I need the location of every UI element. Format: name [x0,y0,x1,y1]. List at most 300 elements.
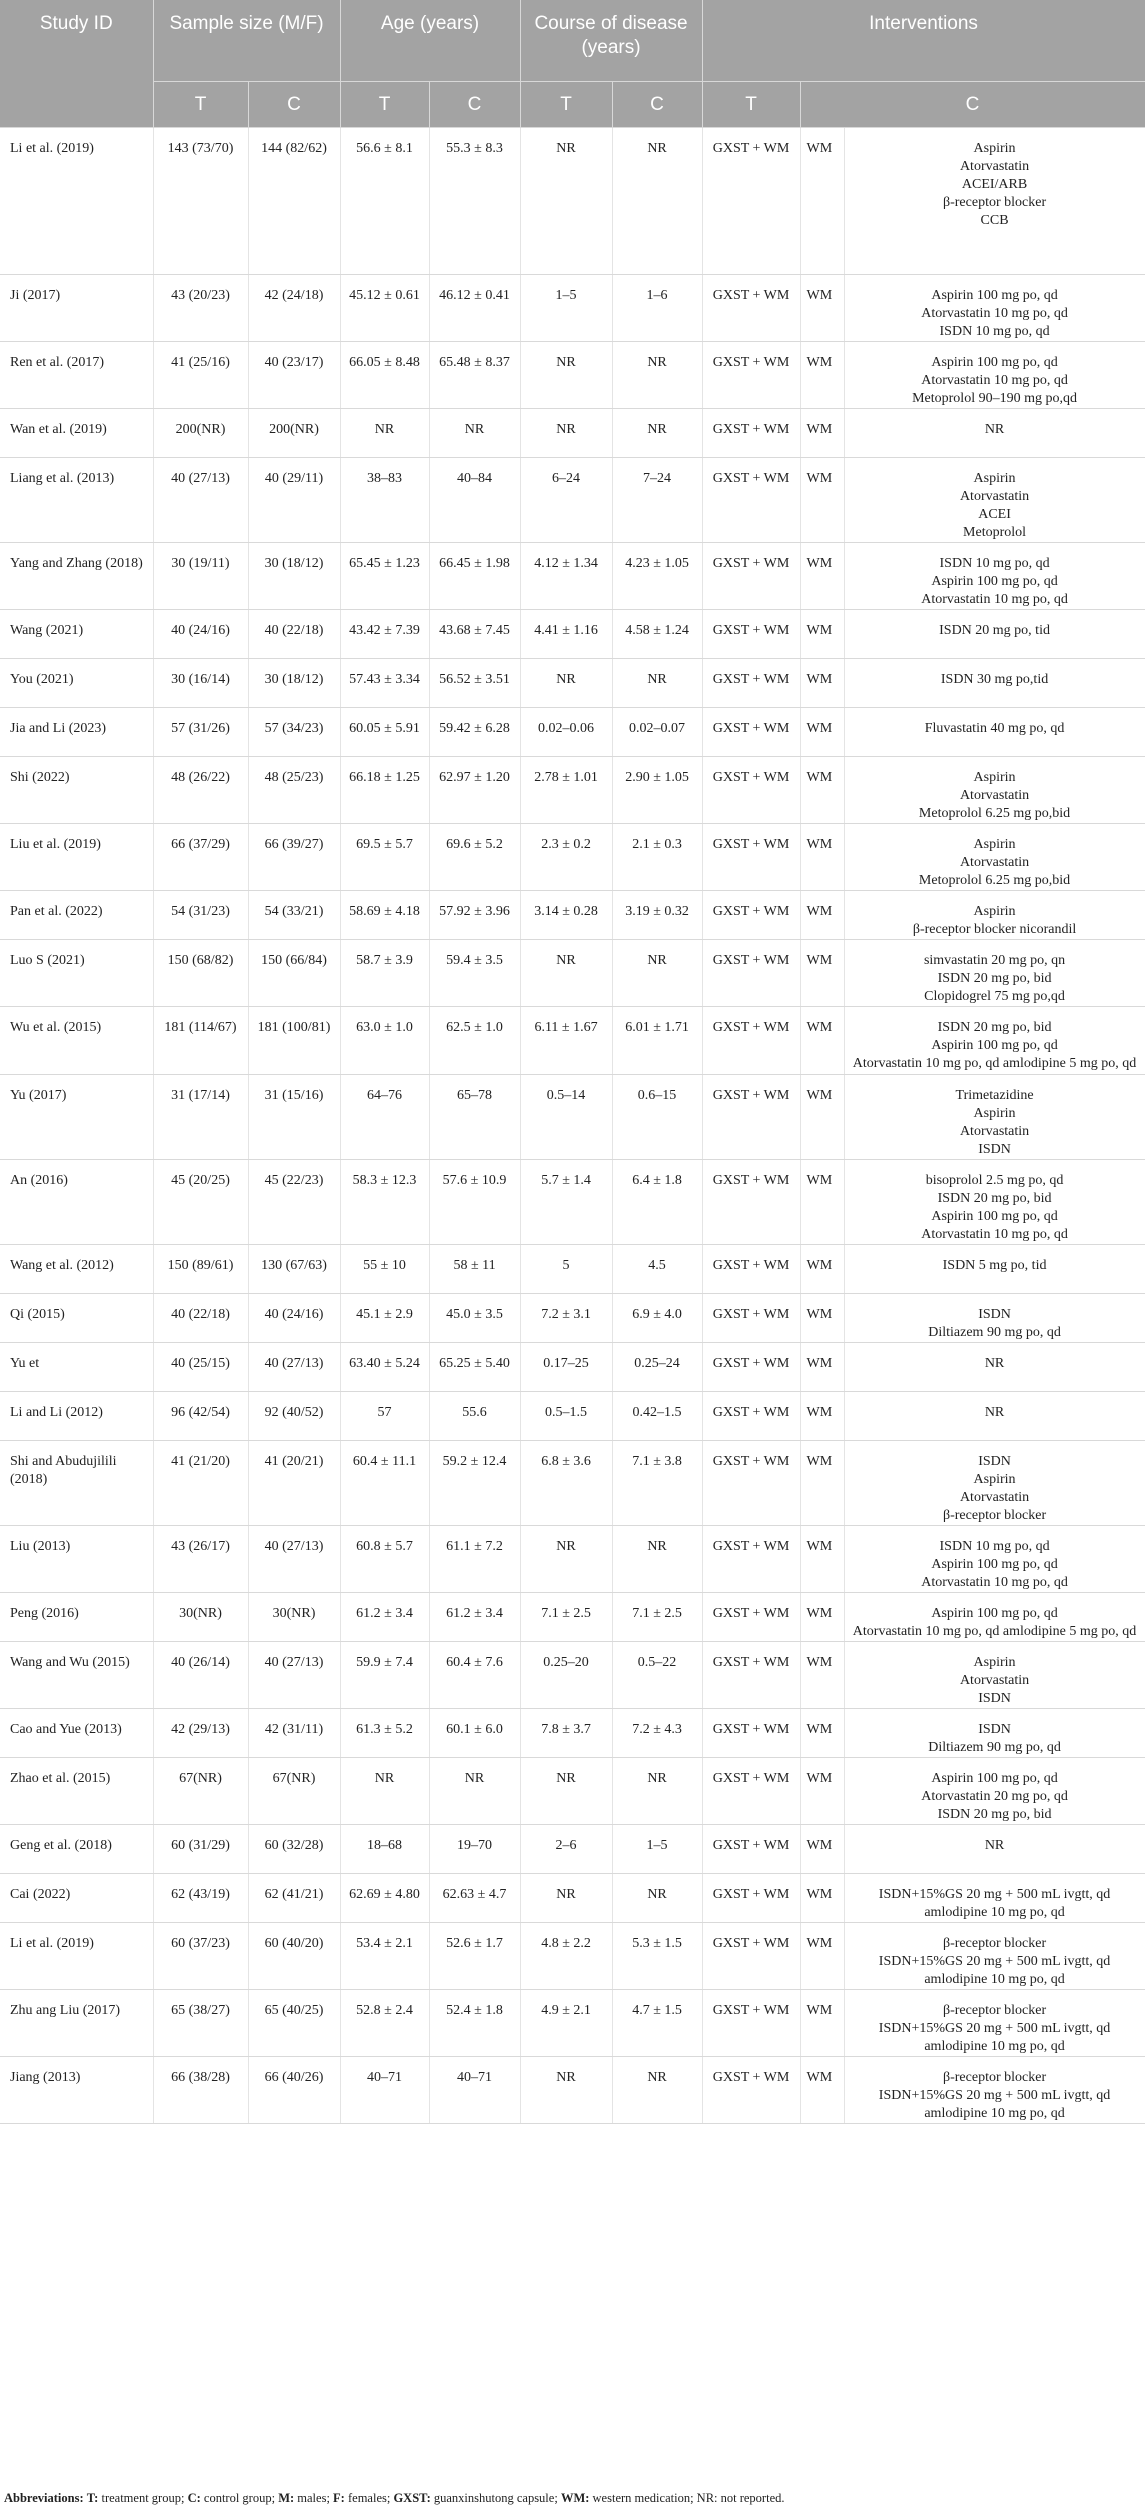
study-id-cell: Luo S (2021) [0,940,153,1007]
header-age: Age (years) [340,0,520,82]
intervention-c-detail-cell: β-receptor blocker ISDN+15%GS 20 mg + 500 mL ivgtt, qd amlodipine 10 mg po, qd [844,1923,1145,1990]
study-id-cell: Shi and Abudujilili (2018) [0,1441,153,1526]
intervention-c-detail-cell: Aspirin Atorvastatin ACEI/ARB β-receptor blocker CCB [844,128,1145,275]
age-t-cell: 18–68 [340,1825,429,1874]
header-course-t: T [520,82,612,128]
intervention-c-group-cell: WM [800,128,844,275]
course-t-cell: 7.2 ± 3.1 [520,1294,612,1343]
course-c-cell: 7–24 [612,458,702,543]
sample-t-cell: 143 (73/70) [153,128,248,275]
course-c-cell: NR [612,2057,702,2124]
age-t-cell: 40–71 [340,2057,429,2124]
sample-t-cell: 54 (31/23) [153,891,248,940]
study-id-cell: Wang and Wu (2015) [0,1642,153,1709]
sample-c-cell: 66 (39/27) [248,824,340,891]
sample-t-cell: 60 (37/23) [153,1923,248,1990]
course-t-cell: 6–24 [520,458,612,543]
age-c-cell: 45.0 ± 3.5 [429,1294,520,1343]
table-row [0,1160,1145,1245]
course-c-cell: 2.90 ± 1.05 [612,757,702,824]
intervention-c-detail-cell: Aspirin β-receptor blocker nicorandil [844,891,1145,940]
sample-c-cell: 42 (24/18) [248,275,340,342]
course-t-cell: 4.12 ± 1.34 [520,543,612,610]
intervention-t-cell: GXST + WM [702,891,800,940]
course-t-cell: 7.1 ± 2.5 [520,1593,612,1642]
sample-t-cell: 42 (29/13) [153,1709,248,1758]
sample-t-cell: 40 (26/14) [153,1642,248,1709]
age-c-cell: 60.1 ± 6.0 [429,1709,520,1758]
age-c-cell: 65.25 ± 5.40 [429,1343,520,1392]
intervention-c-group-cell: WM [800,1441,844,1526]
intervention-c-group-cell: WM [800,409,844,458]
intervention-c-detail-cell: Aspirin Atorvastatin ISDN [844,1642,1145,1709]
intervention-c-detail-cell: Fluvastatin 40 mg po, qd [844,708,1145,757]
header-course: Course of disease (years) [520,0,702,82]
age-c-cell: 46.12 ± 0.41 [429,275,520,342]
intervention-t-cell: GXST + WM [702,708,800,757]
course-t-cell: 0.25–20 [520,1642,612,1709]
study-id-cell: Wan et al. (2019) [0,409,153,458]
sample-t-cell: 62 (43/19) [153,1874,248,1923]
intervention-c-group-cell: WM [800,1245,844,1294]
intervention-t-cell: GXST + WM [702,458,800,543]
age-t-cell: 65.45 ± 1.23 [340,543,429,610]
age-t-cell: 63.0 ± 1.0 [340,1007,429,1075]
age-c-cell: 55.3 ± 8.3 [429,128,520,275]
age-t-cell: 53.4 ± 2.1 [340,1923,429,1990]
sample-c-cell: 144 (82/62) [248,128,340,275]
course-c-cell: NR [612,342,702,409]
intervention-t-cell: GXST + WM [702,1075,800,1160]
age-t-cell: 63.40 ± 5.24 [340,1343,429,1392]
age-t-cell: 55 ± 10 [340,1245,429,1294]
sample-c-cell: 40 (24/16) [248,1294,340,1343]
sample-c-cell: 181 (100/81) [248,1007,340,1075]
intervention-t-cell: GXST + WM [702,275,800,342]
intervention-t-cell: GXST + WM [702,128,800,275]
study-id-cell: Zhao et al. (2015) [0,1758,153,1825]
sample-t-cell: 150 (89/61) [153,1245,248,1294]
intervention-t-cell: GXST + WM [702,940,800,1007]
table-row [0,1709,1145,1758]
sample-c-cell: 30(NR) [248,1593,340,1642]
intervention-c-detail-cell: simvastatin 20 mg po, qn ISDN 20 mg po, bid Clopidogrel 75 mg po,qd [844,940,1145,1007]
sample-c-cell: 60 (32/28) [248,1825,340,1874]
header-interventions: Interventions [702,0,1145,82]
age-c-cell: 58 ± 11 [429,1245,520,1294]
intervention-t-cell: GXST + WM [702,1990,800,2057]
course-c-cell: 0.25–24 [612,1343,702,1392]
table-row [0,1294,1145,1343]
age-c-cell: 65.48 ± 8.37 [429,342,520,409]
intervention-c-group-cell: WM [800,1709,844,1758]
study-id-cell: Cao and Yue (2013) [0,1709,153,1758]
age-c-cell: 19–70 [429,1825,520,1874]
footnote-value: males; [294,2491,334,2505]
intervention-c-detail-cell: ISDN 5 mg po, tid [844,1245,1145,1294]
intervention-t-cell: GXST + WM [702,757,800,824]
intervention-c-group-cell: WM [800,1294,844,1343]
intervention-c-detail-cell: ISDN 30 mg po,tid [844,659,1145,708]
sample-t-cell: 65 (38/27) [153,1990,248,2057]
course-t-cell: 4.8 ± 2.2 [520,1923,612,1990]
course-t-cell: 0.5–1.5 [520,1392,612,1441]
course-c-cell: 5.3 ± 1.5 [612,1923,702,1990]
study-id-cell: Wu et al. (2015) [0,1007,153,1075]
sample-c-cell: 42 (31/11) [248,1709,340,1758]
age-t-cell: 61.3 ± 5.2 [340,1709,429,1758]
abbreviations-footnote [4,2491,785,2506]
course-c-cell: 7.1 ± 3.8 [612,1441,702,1526]
study-id-cell: Liu et al. (2019) [0,824,153,891]
header-interventions-c: C [800,82,1145,128]
sample-t-cell: 40 (27/13) [153,458,248,543]
study-id-cell: Yu et [0,1343,153,1392]
course-t-cell: NR [520,1526,612,1593]
sample-c-cell: 60 (40/20) [248,1923,340,1990]
table-body [0,128,1145,2124]
intervention-c-group-cell: WM [800,342,844,409]
intervention-c-group-cell: WM [800,940,844,1007]
sample-c-cell: 48 (25/23) [248,757,340,824]
intervention-t-cell: GXST + WM [702,1160,800,1245]
age-c-cell: 59.4 ± 3.5 [429,940,520,1007]
age-t-cell: 38–83 [340,458,429,543]
age-c-cell: NR [429,1758,520,1825]
footnote-key: F: [333,2491,345,2505]
intervention-c-detail-cell: ISDN 20 mg po, bid Aspirin 100 mg po, qd Atorvastatin 10 mg po, qd amlodipine 5 mg po, qd [844,1007,1145,1075]
intervention-c-group-cell: WM [800,1642,844,1709]
intervention-c-group-cell: WM [800,659,844,708]
table-row [0,1990,1145,2057]
header-sample-c: C [248,82,340,128]
study-id-cell: Li and Li (2012) [0,1392,153,1441]
intervention-c-detail-cell: NR [844,1392,1145,1441]
sample-c-cell: 40 (27/13) [248,1526,340,1593]
course-t-cell: 5 [520,1245,612,1294]
study-id-cell: Pan et al. (2022) [0,891,153,940]
sample-t-cell: 43 (20/23) [153,275,248,342]
course-c-cell: 3.19 ± 0.32 [612,891,702,940]
study-id-cell: Yu (2017) [0,1075,153,1160]
intervention-c-group-cell: WM [800,1007,844,1075]
study-id-cell: An (2016) [0,1160,153,1245]
age-c-cell: 57.6 ± 10.9 [429,1160,520,1245]
course-c-cell: NR [612,1758,702,1825]
age-c-cell: 40–71 [429,2057,520,2124]
age-t-cell: 45.12 ± 0.61 [340,275,429,342]
sample-t-cell: 67(NR) [153,1758,248,1825]
footnote-key: T: [86,2491,99,2505]
age-c-cell: 57.92 ± 3.96 [429,891,520,940]
intervention-c-detail-cell: ISDN Diltiazem 90 mg po, qd [844,1709,1145,1758]
sample-t-cell: 200(NR) [153,409,248,458]
age-t-cell: 69.5 ± 5.7 [340,824,429,891]
intervention-c-detail-cell: Aspirin 100 mg po, qd Atorvastatin 10 mg po, qd Metoprolol 90–190 mg po,qd [844,342,1145,409]
course-t-cell: NR [520,409,612,458]
age-c-cell: 65–78 [429,1075,520,1160]
course-t-cell: 4.9 ± 2.1 [520,1990,612,2057]
footnote-value: control group; [200,2491,279,2505]
study-id-cell: Li et al. (2019) [0,128,153,275]
course-t-cell: NR [520,128,612,275]
intervention-c-detail-cell: β-receptor blocker ISDN+15%GS 20 mg + 500 mL ivgtt, qd amlodipine 10 mg po, qd [844,2057,1145,2124]
age-t-cell: 43.42 ± 7.39 [340,610,429,659]
course-t-cell: NR [520,342,612,409]
sample-c-cell: 130 (67/63) [248,1245,340,1294]
study-id-cell: Ren et al. (2017) [0,342,153,409]
header-interventions-t: T [702,82,800,128]
sample-c-cell: 40 (23/17) [248,342,340,409]
course-c-cell: 4.5 [612,1245,702,1294]
age-c-cell: 59.42 ± 6.28 [429,708,520,757]
sample-c-cell: 30 (18/12) [248,659,340,708]
course-t-cell: NR [520,1874,612,1923]
sample-t-cell: 96 (42/54) [153,1392,248,1441]
course-t-cell: 0.5–14 [520,1075,612,1160]
intervention-c-detail-cell: Aspirin 100 mg po, qd Atorvastatin 20 mg po, qd ISDN 20 mg po, bid [844,1758,1145,1825]
course-c-cell: 0.6–15 [612,1075,702,1160]
course-t-cell: 3.14 ± 0.28 [520,891,612,940]
course-t-cell: NR [520,659,612,708]
course-c-cell: NR [612,1526,702,1593]
intervention-c-group-cell: WM [800,757,844,824]
table-row [0,458,1145,543]
intervention-t-cell: GXST + WM [702,342,800,409]
table-row [0,659,1145,708]
intervention-t-cell: GXST + WM [702,1007,800,1075]
intervention-t-cell: GXST + WM [702,1825,800,1874]
footnote-key: WM: [560,2491,590,2505]
study-id-cell: Li et al. (2019) [0,1923,153,1990]
table-row [0,409,1145,458]
age-t-cell: 52.8 ± 2.4 [340,1990,429,2057]
age-c-cell: 61.2 ± 3.4 [429,1593,520,1642]
age-c-cell: 40–84 [429,458,520,543]
sample-c-cell: 57 (34/23) [248,708,340,757]
study-id-cell: Liu (2013) [0,1526,153,1593]
sample-t-cell: 40 (24/16) [153,610,248,659]
footnote-key: GXST: [393,2491,431,2505]
course-c-cell: 7.1 ± 2.5 [612,1593,702,1642]
footnote-key: M: [278,2491,295,2505]
age-c-cell: 66.45 ± 1.98 [429,543,520,610]
table-row [0,1825,1145,1874]
table-row [0,128,1145,275]
intervention-t-cell: GXST + WM [702,543,800,610]
sample-t-cell: 181 (114/67) [153,1007,248,1075]
table-row [0,2057,1145,2124]
intervention-t-cell: GXST + WM [702,1758,800,1825]
course-c-cell: 4.7 ± 1.5 [612,1990,702,2057]
header-age-c: C [429,82,520,128]
intervention-c-group-cell: WM [800,2057,844,2124]
age-t-cell: 64–76 [340,1075,429,1160]
sample-t-cell: 43 (26/17) [153,1526,248,1593]
intervention-c-detail-cell: ISDN Aspirin Atorvastatin β-receptor blocker [844,1441,1145,1526]
intervention-c-group-cell: WM [800,610,844,659]
intervention-t-cell: GXST + WM [702,1709,800,1758]
intervention-c-detail-cell: NR [844,1343,1145,1392]
sample-t-cell: 30 (16/14) [153,659,248,708]
age-t-cell: NR [340,1758,429,1825]
age-c-cell: 69.6 ± 5.2 [429,824,520,891]
intervention-c-group-cell: WM [800,458,844,543]
footnote-value: western medication; NR: not reported. [589,2491,785,2505]
age-t-cell: 60.05 ± 5.91 [340,708,429,757]
course-t-cell: 1–5 [520,275,612,342]
age-c-cell: 52.6 ± 1.7 [429,1923,520,1990]
course-c-cell: 0.42–1.5 [612,1392,702,1441]
age-t-cell: 66.05 ± 8.48 [340,342,429,409]
table-row [0,824,1145,891]
age-t-cell: 57.43 ± 3.34 [340,659,429,708]
age-t-cell: 59.9 ± 7.4 [340,1642,429,1709]
study-id-cell: Ji (2017) [0,275,153,342]
age-c-cell: NR [429,409,520,458]
course-t-cell: 0.17–25 [520,1343,612,1392]
sample-t-cell: 40 (22/18) [153,1294,248,1343]
age-t-cell: 61.2 ± 3.4 [340,1593,429,1642]
intervention-c-detail-cell: β-receptor blocker ISDN+15%GS 20 mg + 500 mL ivgtt, qd amlodipine 10 mg po, qd [844,1990,1145,2057]
intervention-c-group-cell: WM [800,1526,844,1593]
study-id-cell: Geng et al. (2018) [0,1825,153,1874]
age-t-cell: 57 [340,1392,429,1441]
sample-c-cell: 31 (15/16) [248,1075,340,1160]
intervention-c-detail-cell: ISDN 10 mg po, qd Aspirin 100 mg po, qd Atorvastatin 10 mg po, qd [844,1526,1145,1593]
table-row [0,891,1145,940]
sample-t-cell: 60 (31/29) [153,1825,248,1874]
intervention-c-group-cell: WM [800,275,844,342]
header-sample-size: Sample size (M/F) [153,0,340,82]
sample-c-cell: 62 (41/21) [248,1874,340,1923]
sample-t-cell: 150 (68/82) [153,940,248,1007]
course-c-cell: 1–6 [612,275,702,342]
course-t-cell: 6.11 ± 1.67 [520,1007,612,1075]
study-id-cell: Wang (2021) [0,610,153,659]
intervention-t-cell: GXST + WM [702,2057,800,2124]
age-c-cell: 59.2 ± 12.4 [429,1441,520,1526]
study-id-cell: Yang and Zhang (2018) [0,543,153,610]
study-id-cell: Jiang (2013) [0,2057,153,2124]
study-id-cell: Wang et al. (2012) [0,1245,153,1294]
course-t-cell: 6.8 ± 3.6 [520,1441,612,1526]
sample-c-cell: 30 (18/12) [248,543,340,610]
intervention-t-cell: GXST + WM [702,610,800,659]
header-course-c: C [612,82,702,128]
course-c-cell: 6.9 ± 4.0 [612,1294,702,1343]
age-t-cell: NR [340,409,429,458]
table-row [0,1758,1145,1825]
intervention-c-group-cell: WM [800,1758,844,1825]
course-t-cell: NR [520,940,612,1007]
intervention-c-detail-cell: ISDN+15%GS 20 mg + 500 mL ivgtt, qd amlodipine 10 mg po, qd [844,1874,1145,1923]
age-c-cell: 43.68 ± 7.45 [429,610,520,659]
sample-t-cell: 45 (20/25) [153,1160,248,1245]
intervention-c-group-cell: WM [800,1343,844,1392]
footnote-value: treatment group; [98,2491,188,2505]
intervention-t-cell: GXST + WM [702,1441,800,1526]
sample-t-cell: 48 (26/22) [153,757,248,824]
course-t-cell: 5.7 ± 1.4 [520,1160,612,1245]
intervention-c-group-cell: WM [800,1923,844,1990]
table-row [0,708,1145,757]
intervention-c-detail-cell: Aspirin Atorvastatin ACEI Metoprolol [844,458,1145,543]
intervention-t-cell: GXST + WM [702,659,800,708]
header-study-id: Study ID [0,0,153,128]
intervention-t-cell: GXST + WM [702,1343,800,1392]
course-t-cell: 0.02–0.06 [520,708,612,757]
study-id-cell: Cai (2022) [0,1874,153,1923]
intervention-c-detail-cell: Aspirin 100 mg po, qd Atorvastatin 10 mg po, qd ISDN 10 mg po, qd [844,275,1145,342]
sample-t-cell: 30(NR) [153,1593,248,1642]
intervention-c-group-cell: WM [800,1075,844,1160]
table-row [0,1923,1145,1990]
study-id-cell: You (2021) [0,659,153,708]
intervention-c-detail-cell: ISDN Diltiazem 90 mg po, qd [844,1294,1145,1343]
footnote-key: C: [187,2491,201,2505]
footnote-label: Abbreviations: [4,2491,84,2505]
intervention-c-group-cell: WM [800,891,844,940]
course-c-cell: 6.01 ± 1.71 [612,1007,702,1075]
sample-c-cell: 150 (66/84) [248,940,340,1007]
age-c-cell: 62.63 ± 4.7 [429,1874,520,1923]
intervention-c-group-cell: WM [800,824,844,891]
course-t-cell: 2.78 ± 1.01 [520,757,612,824]
table-row [0,1441,1145,1526]
sample-c-cell: 65 (40/25) [248,1990,340,2057]
table-row [0,610,1145,659]
table-row [0,757,1145,824]
header-row-main [0,0,1145,82]
sample-t-cell: 41 (25/16) [153,342,248,409]
intervention-c-detail-cell: Aspirin Atorvastatin Metoprolol 6.25 mg po,bid [844,824,1145,891]
intervention-c-group-cell: WM [800,1160,844,1245]
table-row [0,1392,1145,1441]
intervention-c-detail-cell: Aspirin Atorvastatin Metoprolol 6.25 mg po,bid [844,757,1145,824]
intervention-t-cell: GXST + WM [702,1245,800,1294]
intervention-c-group-cell: WM [800,543,844,610]
age-t-cell: 58.7 ± 3.9 [340,940,429,1007]
table-row [0,1874,1145,1923]
table-row [0,543,1145,610]
table-row [0,1642,1145,1709]
intervention-c-detail-cell: NR [844,409,1145,458]
sample-c-cell: 40 (29/11) [248,458,340,543]
course-c-cell: 0.02–0.07 [612,708,702,757]
header-sample-t: T [153,82,248,128]
course-t-cell: NR [520,2057,612,2124]
table-row [0,1007,1145,1075]
age-t-cell: 58.69 ± 4.18 [340,891,429,940]
course-c-cell: 1–5 [612,1825,702,1874]
table-row [0,1245,1145,1294]
course-t-cell: 2–6 [520,1825,612,1874]
course-t-cell: 4.41 ± 1.16 [520,610,612,659]
table-row [0,940,1145,1007]
age-c-cell: 62.5 ± 1.0 [429,1007,520,1075]
intervention-c-group-cell: WM [800,1392,844,1441]
intervention-c-group-cell: WM [800,1825,844,1874]
age-t-cell: 60.4 ± 11.1 [340,1441,429,1526]
study-id-cell: Jia and Li (2023) [0,708,153,757]
intervention-t-cell: GXST + WM [702,1526,800,1593]
sample-c-cell: 67(NR) [248,1758,340,1825]
table-row [0,275,1145,342]
sample-t-cell: 57 (31/26) [153,708,248,757]
study-id-cell: Liang et al. (2013) [0,458,153,543]
intervention-c-detail-cell: ISDN 10 mg po, qd Aspirin 100 mg po, qd Atorvastatin 10 mg po, qd [844,543,1145,610]
